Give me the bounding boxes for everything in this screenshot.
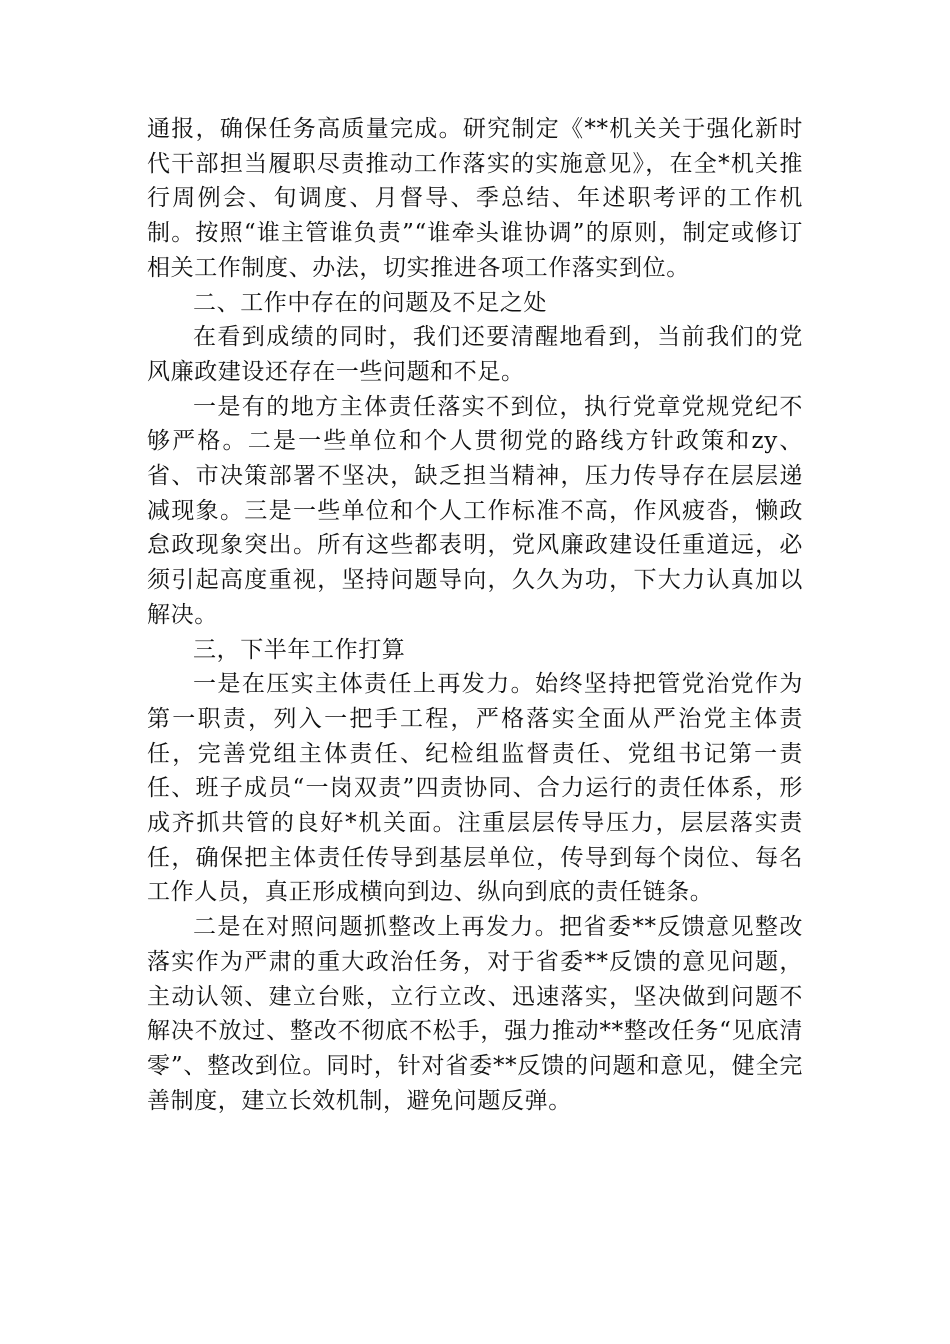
paragraph-problems-intro: 在看到成绩的同时，我们还要清醒地看到，当前我们的党风廉政建设还存在一些问题和不足。 [147,324,803,385]
section-heading-plan: 三，下半年工作打算 [193,636,406,663]
paragraph-plan-one: 一是在压实主体责任上再发力。始终坚持把管党治党作为第一职责，列入一把手工程，严格落实全面从严治党主体责任，完善党组主体责任、纪检组监督责任、党组书记第一责任、班子成员“一岗双责”四责协同、合力运行的责任体系，形成齐抓共管的良好*机关面。注重层层传导压力，层层落实责任，确保把主体责任传导到基层单位，传导到每个岗位、每名工作人员，真正形成横向到边、纵向到底的责任链条。 [147,671,803,906]
paragraph-plan-two: 二是在对照问题抓整改上再发力。把省委**反馈意见整改落实作为严肃的重大政治任务，对于省委**反馈的意见问题，主动认领、建立台账，立行立改、迅速落实，坚决做到问题不解决不放过、整改不彻底不松手，强力推动**整改任务“见底清零”、整改到位。同时，针对省委**反馈的问题和意见，健全完善制度，建立长效机制，避免问题反弹。 [147,914,803,1114]
document-page [147,112,803,1118]
paragraph-problems-list: 一是有的地方主体责任落实不到位，执行党章党规党纪不够严格。二是一些单位和个人贯彻党的路线方针政策和zy、省、市决策部署不坚决，缺乏担当精神，压力传导存在层层递减现象。三是一些单位和个人工作标准不高，作风疲沓，懒政怠政现象突出。所有这些都表明，党风廉政建设任重道远，必须引起高度重视，坚持问题导向，久久为功，下大力认真加以解决。 [147,393,803,628]
section-heading-problems: 二、工作中存在的问题及不足之处 [193,289,547,316]
paragraph-continuation: 通报，确保任务高质量完成。研究制定《**机关关于强化新时代干部担当履职尽责推动工作落实的实施意见》，在全*机关推行周例会、旬调度、月督导、季总结、年述职考评的工作机制。按照“谁主管谁负责”“谁牵头谁协调”的原则，制定或修订相关工作制度、办法，切实推进各项工作落实到位。 [147,116,803,281]
